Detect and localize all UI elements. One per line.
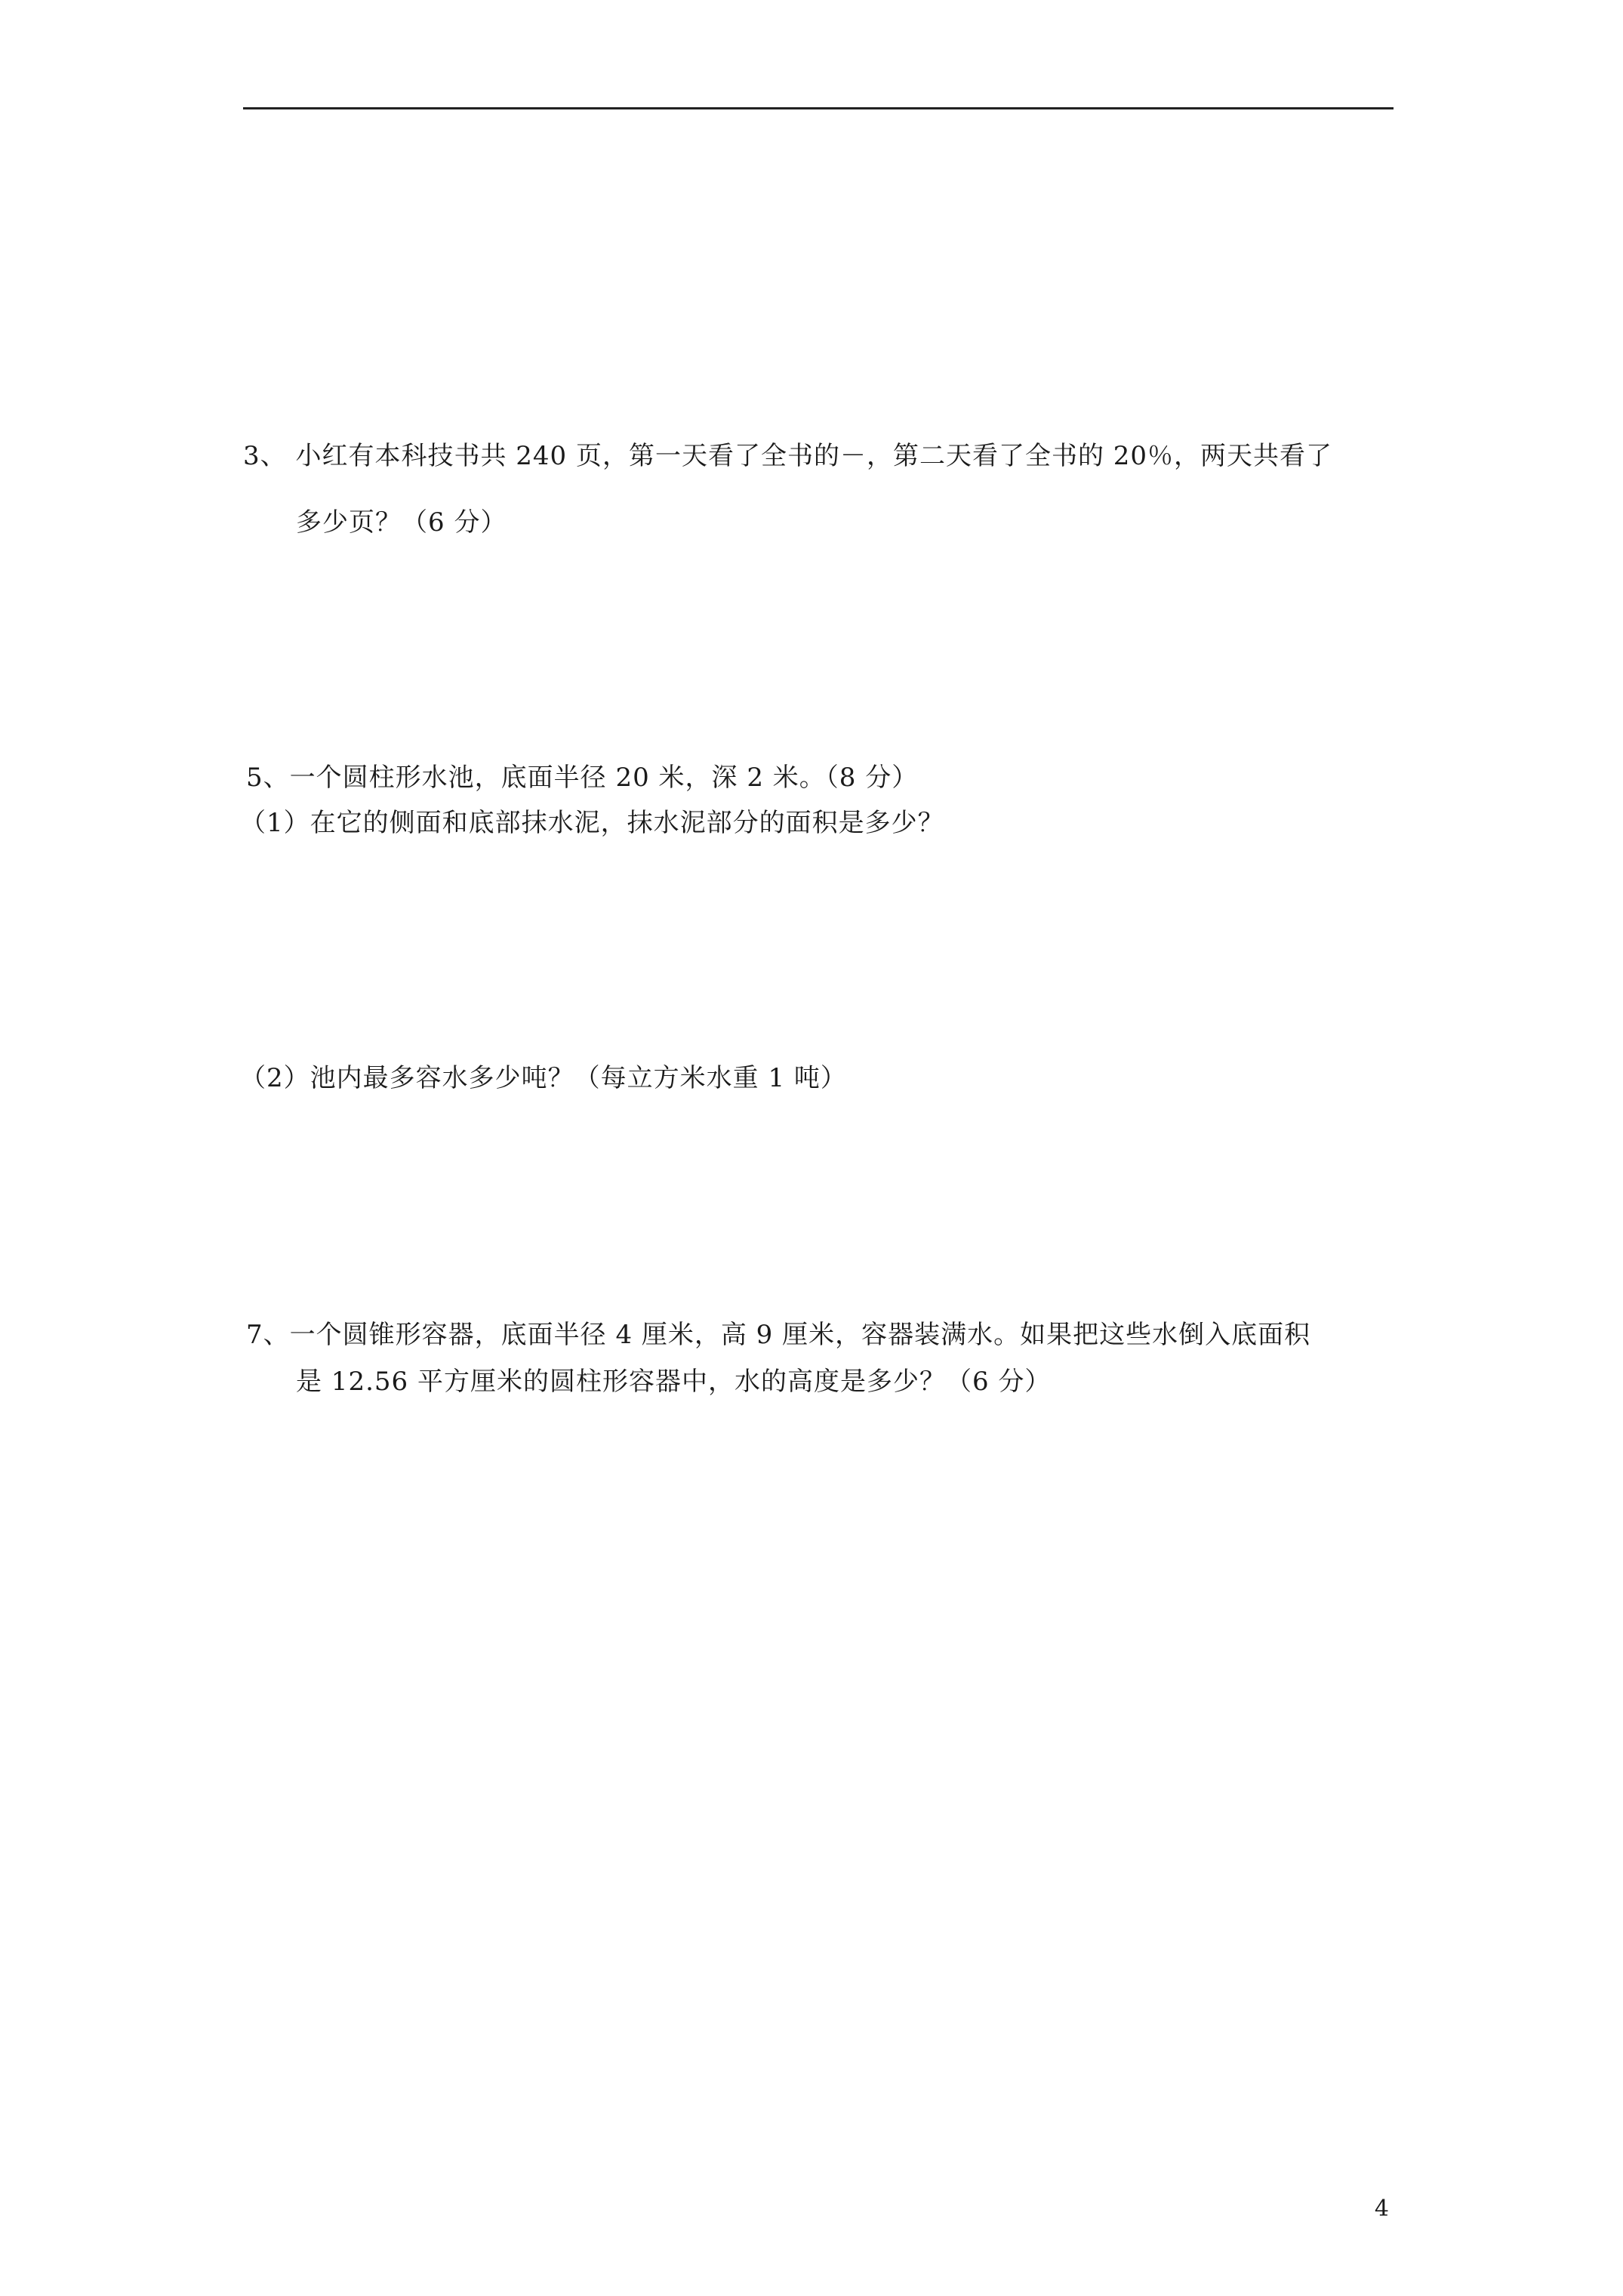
question-3-line-2: 多少页？（6 分）	[296, 507, 507, 538]
question-3-line-1: 3、 小红有本科技书共 240 页，第一天看了全书的－，第二天看了全书的 20％，两天共看了	[243, 441, 1333, 471]
question-7-line-1: 7、一个圆锥形容器，底面半径 4 厘米，高 9 厘米，容器装满水。如果把这些水倒入底面积	[246, 1320, 1311, 1350]
question-5-part-2: （2）池内最多容水多少吨？（每立方米水重 1 吨）	[240, 1063, 847, 1093]
header-rule	[243, 107, 1394, 109]
page-number: 4	[1374, 2196, 1389, 2222]
question-7-line-2: 是 12.56 平方厘米的圆柱形容器中，水的高度是多少？（6 分）	[296, 1367, 1052, 1397]
question-5-title: 5、一个圆柱形水池，底面半径 20 米，深 2 米。（8 分）	[246, 763, 919, 793]
question-5-part-1: （1）在它的侧面和底部抹水泥，抹水泥部分的面积是多少？	[240, 808, 944, 838]
